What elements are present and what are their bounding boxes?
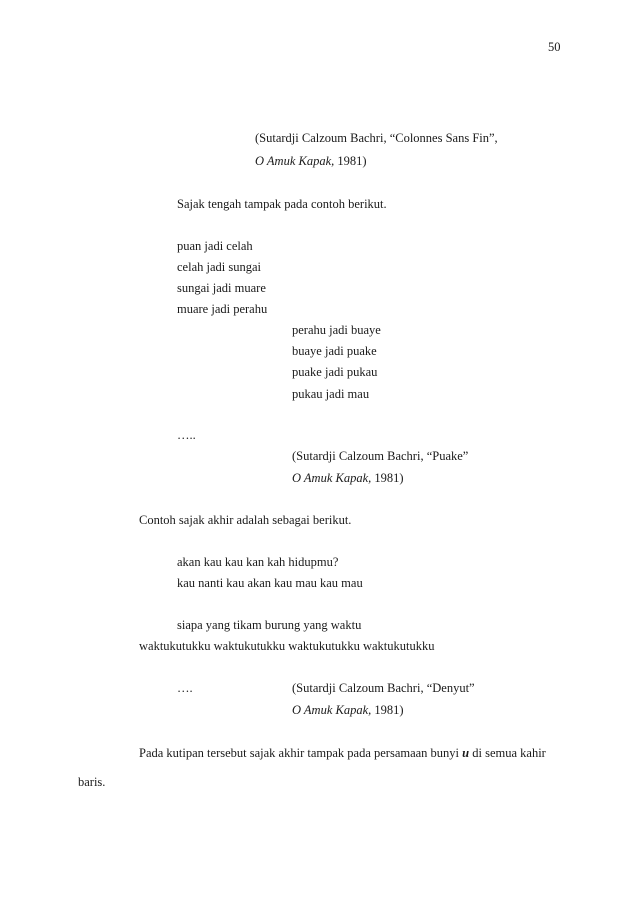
poem2-line-1: akan kau kau kan kah hidupmu? bbox=[177, 555, 339, 569]
citation-book-line bbox=[255, 153, 367, 169]
poem2-citation-year: 1981) bbox=[371, 703, 404, 717]
poem1-left-line-2: celah jadi sungai bbox=[177, 260, 261, 274]
poem2-citation-book-line bbox=[292, 702, 404, 718]
poem1-right-line-3: puake jadi pukau bbox=[292, 365, 378, 379]
poem1-left-line-3: sungai jadi muare bbox=[177, 281, 266, 295]
citation-year: 1981) bbox=[334, 154, 367, 168]
poem2-line-4: waktukutukku waktukutukku waktukutukku waktukutukku bbox=[139, 639, 435, 653]
poem1-right-line-4: pukau jadi mau bbox=[292, 387, 370, 401]
closing-paragraph-line-1 bbox=[139, 745, 546, 761]
citation-book-title: O Amuk Kapak, bbox=[255, 154, 335, 168]
closing-paragraph-line-2: baris. bbox=[78, 775, 106, 789]
poem1-citation-book-title: O Amuk Kapak, bbox=[292, 471, 372, 485]
closing-text-before: Pada kutipan tersebut sajak akhir tampak pada persamaan bunyi bbox=[139, 746, 463, 760]
poem1-ellipsis: ….. bbox=[177, 428, 196, 442]
poem1-right-line-2: buaye jadi puake bbox=[292, 344, 377, 358]
poem2-citation-book-title: O Amuk Kapak, bbox=[292, 703, 372, 717]
poem1-citation-book-line bbox=[292, 470, 404, 486]
poem1-right-line-1: perahu jadi buaye bbox=[292, 323, 381, 337]
intro-middle-rhyme: Sajak tengah tampak pada contoh berikut. bbox=[177, 197, 387, 211]
poem2-line-2: kau nanti kau akan kau mau kau mau bbox=[177, 576, 363, 590]
closing-highlight-letter: u bbox=[462, 746, 470, 760]
poem1-citation-source: (Sutardji Calzoum Bachri, “Puake” bbox=[292, 449, 469, 463]
poem1-citation-year: 1981) bbox=[371, 471, 404, 485]
page-number: 50 bbox=[548, 40, 561, 54]
poem2-citation-source: (Sutardji Calzoum Bachri, “Denyut” bbox=[292, 681, 475, 695]
poem2-line-3: siapa yang tikam burung yang waktu bbox=[177, 618, 362, 632]
closing-text-after: di semua kahir bbox=[469, 746, 546, 760]
citation-source-line: (Sutardji Calzoum Bachri, “Colonnes Sans Fin”, bbox=[255, 131, 498, 145]
poem1-left-line-1: puan jadi celah bbox=[177, 239, 253, 253]
poem1-left-line-4: muare jadi perahu bbox=[177, 302, 268, 316]
poem2-ellipsis: …. bbox=[177, 681, 193, 695]
intro-end-rhyme: Contoh sajak akhir adalah sebagai berikut. bbox=[139, 513, 352, 527]
